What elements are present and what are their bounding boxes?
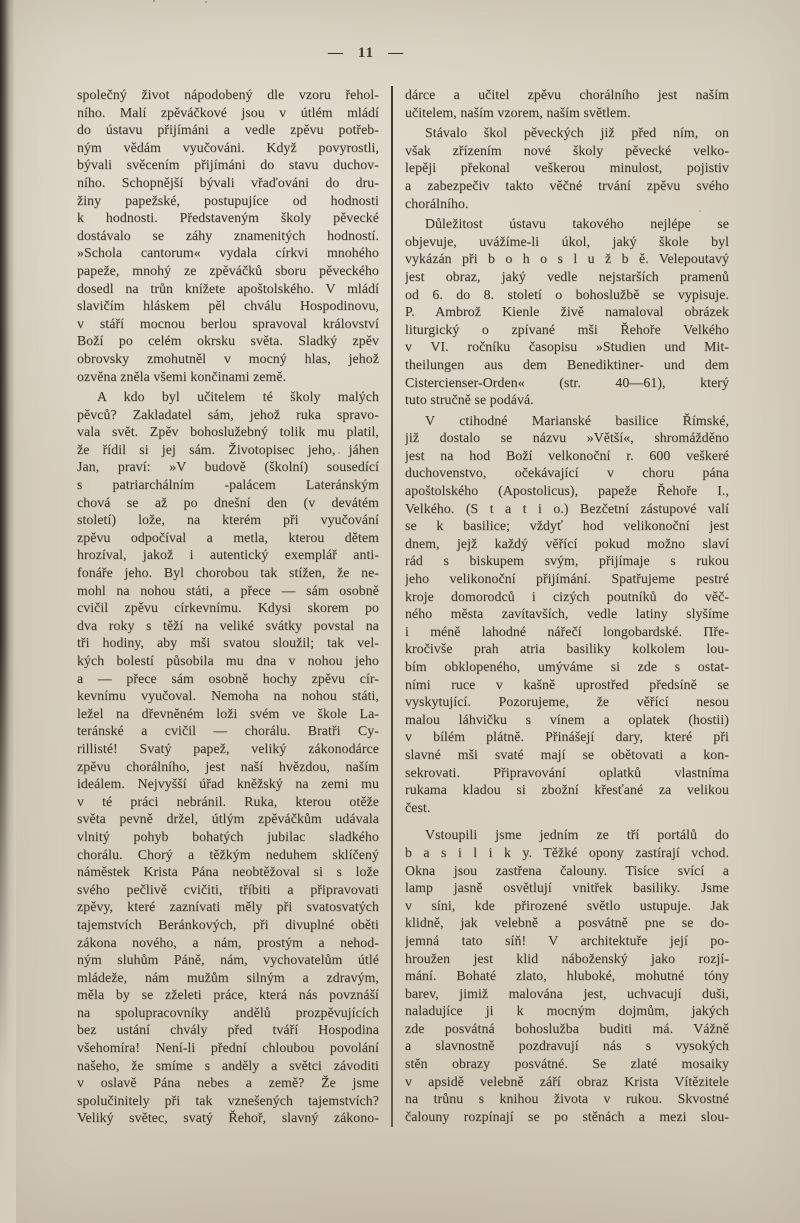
right-column (405, 86, 729, 1127)
text-line: vyskytující. Pozorujeme, že věřící nesou (405, 694, 729, 710)
text-line: obrovsky zmohutněl v mocný hlas, jehož (77, 350, 379, 366)
text-line: dosedl na trůn knížete apoštolského. V mládí (77, 280, 379, 296)
text-line: Stávalo škol pěveckých již před ním, on (425, 125, 729, 141)
text-line: s patriarchálním -palácem Lateránským (77, 477, 379, 493)
text-line: pěvců? Zakladatel sám, jehož ruka spravo- (77, 406, 379, 422)
text-line: v síni, kde přirozené světlo ustupuje. Jak (405, 897, 729, 913)
text-line: »Schola cantorum« vydala církvi mnohého (77, 245, 379, 261)
text-line: slavné mši svaté mají se obětovati a kon- (405, 746, 729, 762)
text-line: mání. Bohaté zlato, hluboké, mohutné tóny (405, 968, 729, 984)
text-line: dárce a učitel zpěvu chorálního jest naším (405, 87, 729, 102)
text-line: chová se až po dnešní den (v devátém (77, 494, 379, 510)
text-line: teránské a cvičil — chorálu. Bratři Cy- (77, 723, 379, 739)
text-line: našeho, že smíme s anděly a světci závoditi (77, 1057, 379, 1073)
text-line: kých bolestí působila mu dna v nohou jeho (77, 653, 379, 668)
text-line: papeže, mnohý ze zpěváčků sboru pěveckého (77, 262, 379, 278)
text-line: vykázán při b o h o s l u ž b ě. Velepoutavý (405, 251, 729, 267)
text-line: i méně lahodné nářečí longobardské. Пře- (405, 623, 729, 639)
text-line: liturgický o zpívané mši Řehoře Velkého (405, 321, 729, 337)
text-line: chorálního. (405, 195, 469, 211)
text-line: objevuje, uvážíme-li úkol, jaký škole byl (405, 233, 729, 249)
text-block (77, 86, 729, 1127)
text-line: dostávalo se záhy znamenitých hodností. (77, 227, 379, 243)
text-line: v oslavě Pána nebes a země? Že jsme (77, 1075, 379, 1091)
text-line: na spolupracovníky andělů prozpěvujících (77, 1004, 379, 1020)
text-line: měla by se zželeti práce, která nás povznáší (77, 987, 379, 1003)
text-line: zákona nového, a nám, prostým a nehod- (77, 934, 379, 950)
text-line: zpěvu odpočíval a metla, kterou dětem (77, 529, 379, 545)
paper-specks (0, 0, 2, 2)
text-line: barev, jimiž malována jest, uchvacují duši, (405, 985, 729, 1001)
page-header (40, 45, 692, 62)
text-line: P. Ambrož Kienle živě namaloval obrázek (405, 304, 729, 320)
text-line: apoštolského (Apostolicus), papeže Řehoře I., (405, 483, 729, 499)
text-line: ními ruce v kašně uprostřed předsíně se (405, 676, 729, 692)
text-line: však zřízením nové školy pěvecké velko- (405, 142, 729, 158)
text-line: V ctihodné Marianské basilice Římské, (425, 412, 729, 428)
text-line: již dostalo se názvu »Větší«, shromážděno (405, 430, 729, 446)
text-line: jeho velikonoční přijímání. Spatřujeme pestré (405, 571, 729, 587)
text-line: tři hodiny, aby mši svatou sloužil; tak vel- (77, 635, 379, 651)
text-line: ního. Malí zpěváčkové jsou v útlém mládí (77, 104, 379, 120)
text-line: jemná tato síň! V architektuře její po- (405, 932, 729, 948)
text-line: Veliký světec, svatý Řehoř, slavný zákono- (77, 1110, 379, 1126)
text-line: že řídil si jej sám. Životopisec jeho, jáhen (77, 441, 379, 457)
text-line: k hodnosti. Představeným školy pěvecké (77, 210, 379, 226)
text-line: sekrovati. Připravování oplatků vlastníma (405, 764, 729, 780)
text-line: a zabezpečiv takto věčné trvání zpěvu svého (405, 177, 729, 193)
text-line: v VI. ročníku časopisu »Studien und Mit- (405, 339, 729, 355)
text-line: bím obklopeného, umýváme si zde s ostat- (405, 659, 729, 674)
text-line: a — přece sám osobně hochy zpěvu cír- (77, 670, 379, 686)
text-line: a slavnostně pozdravují nás s vysokých (405, 1038, 729, 1054)
text-line: všehomíra! Není-li přední chloubou povolání (77, 1040, 379, 1056)
text-line: do ústavu přijímáni a vedle zpěvu potřeb- (77, 122, 379, 138)
text-line: klidně, jak velebně a posvátně pne se do- (405, 915, 729, 931)
text-line: naladujíce ji k mocným dojmům, jakých (405, 1003, 729, 1019)
text-line: Vstoupili jsme jedním ze tří portálů do (425, 827, 729, 843)
text-line: bez ustání chvály před tváří Hospodina (77, 1022, 379, 1038)
text-line: chorálu. Chorý a těžkým neduhem sklíčený (77, 846, 379, 862)
text-line: společný život nápodobený dle vzoru řehol- (77, 87, 379, 102)
text-line: učitelem, naším vzorem, naším světlem. (405, 104, 631, 120)
text-line: od 6. do 8. století o bohoslužbě se vypisuje. (405, 286, 729, 302)
text-line: Velkého. (S t a t i o.) Bezčetní zástupové valí (405, 500, 729, 516)
text-line: tajemstvích Beránkových, při divuplné oběti (77, 916, 379, 932)
text-line: duchovenstvo, očekávající v choru pána (405, 465, 729, 481)
text-line: století) lože, na kterém při vyučování (77, 512, 379, 528)
text-line: zde posvátná bohoslužba buditi má. Vážně (405, 1020, 729, 1036)
text-line: stěn obrazy posvátné. Se zlaté mosaiky (405, 1056, 729, 1072)
text-line: dva roky s těží na veliké svátky povstal na (77, 617, 379, 633)
text-line: světa pevně držel, útlým zpěváčkům udávala (77, 811, 379, 827)
text-line: dnem, jejž každý věřící pokud možno slaví (405, 535, 729, 551)
text-line: rukama kladou si zbožní křesťané za velikou (405, 782, 729, 798)
text-line: Důležitost ústavu takového nejlépe se (425, 216, 729, 232)
text-line: malou láhvičku s vínem a oplatek (hostii) (405, 711, 729, 727)
text-line: A kdo byl učitelem té školy malých (97, 389, 379, 405)
text-line: Cistercienser-Orden« (str. 40—61), který (405, 374, 729, 390)
text-line: theilungen aus dem Benediktiner- und dem (405, 356, 729, 372)
page-number: 11 (357, 45, 375, 61)
text-line: zpěvu chorálního, jest naší hvězdou, naším (77, 758, 379, 774)
text-line: fonáře jeho. Byl chorobou tak stížen, že ne- (77, 565, 379, 581)
text-line: jest na hod Boží velkonoční r. 600 veškeré (405, 447, 729, 463)
text-line: ným sluhům Páně, nám, vychovatelům útlé (77, 952, 379, 968)
text-line: b a s i l i k y. Těžké opony zastírají vchod. (405, 844, 729, 860)
text-line: spolučinitely při tak vznešených tajemstvích? (77, 1092, 379, 1108)
text-line: náměstek Krista Pána neobtěžoval si s lože (77, 864, 379, 880)
text-line: v bílém plátně. Přinášejí dary, které při (405, 729, 729, 745)
header-dash-right: — (388, 45, 405, 61)
text-line: hroužen jest klid náboženský jako rozjí- (405, 950, 729, 966)
text-line: hrozíval, jakož i autentický exemplář anti- (77, 547, 379, 563)
text-line: mládeže, nám mužům silným a zdravým, (77, 969, 379, 985)
text-line: v stáří mocnou berlou spravoval království (77, 315, 379, 331)
text-line: vlnitý pohyb bohatých jubilac sladkého (77, 828, 379, 844)
text-line: kročivše prah atria basiliky kolkolem lou- (405, 641, 729, 657)
text-line: se k basilice; vždyť hod velikonoční jest (405, 518, 729, 534)
text-line: v apsidě velebně září obraz Krista Vítězitele (405, 1073, 729, 1089)
text-line: Okna jsou zastřena čalouny. Tisíce svící a (405, 862, 729, 878)
text-line: tuto stručně se podává. (405, 392, 534, 408)
text-line: ležel na dřevněném loži svém ve škole La- (77, 705, 379, 721)
text-line: lepěji překonal veškerou minulost, pojistiv (405, 160, 729, 176)
text-line: Boží po celém okrsku světa. Sladký zpěv (77, 333, 379, 349)
text-line: na trůnu s knihou života v rukou. Skvostné (405, 1091, 729, 1107)
text-line: kroje domorodců i cizých poutníků do věč- (405, 588, 729, 604)
header-dash-left: — (327, 45, 344, 61)
text-line: bývali svěcením přijímáni do stavu duchov- (77, 157, 379, 173)
text-line: rillisté! Svatý papež, veliký zákonodárce (77, 740, 379, 756)
text-line: v té práci nebránil. Ruka, kterou otěže (77, 793, 379, 809)
text-line: rád s biskupem svým, přijímaje s rukou (405, 553, 729, 569)
text-line: slavičím hláskem pěl chválu Hospodinovu, (77, 298, 379, 314)
text-line: ozvěna zněla všemi končinami země. (77, 368, 287, 384)
left-column (77, 86, 379, 1127)
text-line: vala svět. Zpěv bohoslužebný tolik mu platil, (77, 424, 379, 440)
text-line: čest. (405, 799, 431, 815)
column-divider (391, 86, 393, 1127)
text-line: ným vědám vyučováni. Když povyrostli, (77, 139, 379, 155)
text-line: lamp jasně osvětlují vnitřek basiliky. Jsme (405, 880, 729, 896)
text-line: ideálem. Nejvyšší úřad kněžský na zemi mu (77, 776, 379, 792)
text-line: žiny papežské, postupujíce od hodnosti (77, 192, 379, 208)
text-line: mohl na nohou státi, a přece — sám osobně (77, 582, 379, 598)
text-line: cvičil zpěvu církevnímu. Kdysi skorem po (77, 600, 379, 616)
text-line: ného města zavítavších, vedle latiny slyšíme (405, 606, 729, 622)
text-line: zpěvy, které zaznívati měly při svatosvatých (77, 899, 379, 915)
text-line: jest obraz, jaký vedle nejstarších pramenů (405, 268, 729, 284)
text-line: ního. Schopnější bývali vřaďováni do dru- (77, 174, 379, 190)
text-line: svého pečlivě cvičiti, tříbiti a připravovati (77, 881, 379, 897)
text-line: čalouny rozpínají se po stěnách a mezi slou- (405, 1108, 729, 1124)
page-gutter-shadow-fade (0, 0, 16, 1223)
text-line: Jan, praví: »V budově (školní) sousedící (77, 459, 379, 475)
text-line: kevnímu vyučoval. Nemoha na nohou státi, (77, 688, 379, 704)
